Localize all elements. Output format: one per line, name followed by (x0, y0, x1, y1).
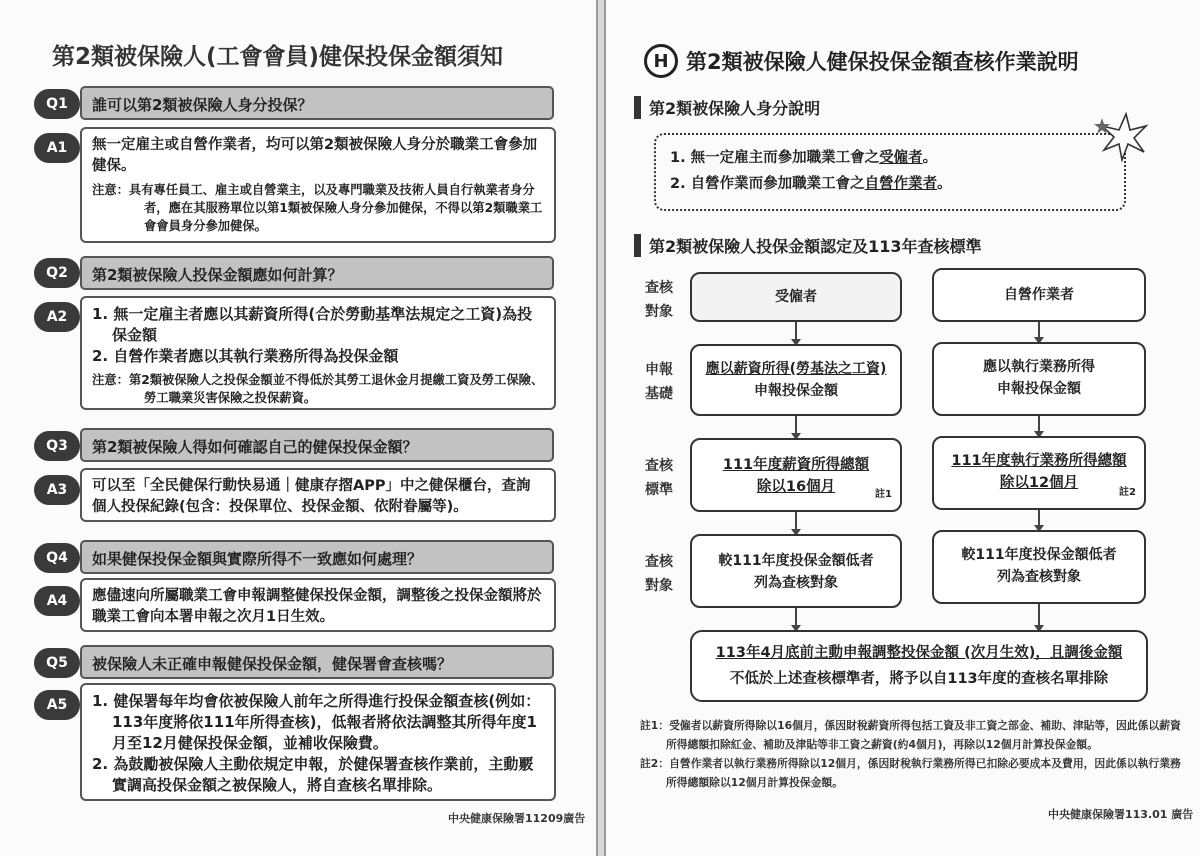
a5-badge: A5 (34, 690, 80, 720)
q1-badge: Q1 (34, 89, 80, 119)
a1-badge: A1 (34, 133, 80, 163)
section-identity-heading: 第2類被保險人身分說明 (634, 96, 820, 119)
a2-answer-2: 2. 自營作業者應以其執行業務所得為投保金額 (92, 347, 399, 365)
a1-answer: 無一定雇主或自營作業者，均可以第2類被保險人身分於職業工會參加健保。 (92, 137, 538, 174)
a1-answer-box (80, 127, 556, 243)
a4-answer-box (80, 578, 556, 632)
arrow-down-icon (795, 322, 797, 344)
note-2-marker: 註2 (1119, 487, 1136, 498)
q4-badge: Q4 (34, 543, 80, 573)
arrow-down-icon (795, 512, 797, 534)
identity-box (654, 133, 1126, 211)
right-footer: 中央健康保險署113.01 廣告 (1048, 808, 1194, 821)
a2-answer-1: 1. 無一定雇主者應以其薪資所得(合於勞動基準法規定之工資)為投保金額 (92, 305, 533, 344)
identity-item-1: 1. 無一定雇主而參加職業工會之受僱者。 (670, 150, 938, 166)
a3-answer-box (80, 468, 556, 522)
q3-question: 第2類被保險人得如何確認自己的健保投保金額？ (80, 428, 554, 462)
a2-answer-box (80, 296, 556, 410)
employee-target-box: 受僱者 (690, 272, 902, 322)
a3-badge: A3 (34, 475, 80, 505)
row-label-audit-target-2: 查核 對象 (645, 554, 673, 594)
arrow-down-icon (795, 608, 797, 630)
self-employed-audit-box: 較111年度投保金額低者 列為查核對象 (932, 530, 1146, 604)
footnote-2: 註2：自營作業者以執行業務所得除以12個月，係因財稅執行業務所得已扣除必要成本及費用，因此係以執行業務所得總額除以12個月計算投保金額。 (640, 757, 1181, 789)
employee-audit-box: 較111年度投保金額低者 列為查核對象 (690, 534, 902, 608)
a5-answer-2: 2. 為鼓勵被保險人主動依規定申報，於健保署查核作業前，主動覈實調高投保金額之被保險人，將自查核名單排除。 (92, 755, 534, 794)
nhi-logo-icon: H (644, 44, 678, 78)
self-employed-target-box: 自營作業者 (932, 268, 1146, 322)
arrow-down-icon (1038, 416, 1040, 436)
q3-badge: Q3 (34, 431, 80, 461)
note-1-marker: 註1 (875, 489, 892, 500)
row-label-basis: 申報 基礎 (645, 362, 673, 402)
arrow-down-icon (1038, 510, 1040, 530)
right-page-title: 第2類被保險人健保投保金額查核作業說明 (686, 50, 1079, 74)
a3-answer: 可以至「全民健保行動快易通｜健康存摺APP」中之健保櫃台，查詢個人投保紀錄(包含：投保單位、投保金額、依附眷屬等)。 (92, 478, 531, 515)
a5-answer-1: 1. 健保署每年均會依被保險人前年之所得進行投保金額查核(例如：113年度將依111年所得查核)，低報者將依法調整其所得年度1月至12月健保投保金額，並補收保險費。 (92, 692, 541, 752)
employee-basis-box: 應以薪資所得(勞基法之工資) 申報投保金額 (690, 344, 902, 416)
section-standard-heading: 第2類被保險人投保金額認定及113年查核標準 (634, 234, 982, 257)
q5-question: 被保險人未正確申報健保投保金額，健保署會查核嗎？ (80, 645, 554, 679)
self-employed-standard-box: 111年度執行業務所得總額 除以12個月 註2 (932, 436, 1146, 510)
a4-answer: 應儘速向所屬職業工會申報調整健保投保金額，調整後之投保金額將於職業工會向本署申報之次月1日生效。 (92, 588, 542, 625)
a2-note: 注意：第2類被保險人之投保金額並不得低於其勞工退休金月提繳工資及勞工保險、勞工職業災害保險之投保薪資。 (92, 373, 544, 405)
row-label-standard: 查核 標準 (645, 458, 673, 498)
q5-badge: Q5 (34, 648, 80, 678)
q1-question: 誰可以第2類被保險人身分投保？ (80, 86, 554, 120)
a5-answer-box (80, 683, 556, 801)
identity-item-2: 2. 自營作業而參加職業工會之自營作業者。 (670, 176, 952, 192)
footnotes (640, 716, 1184, 792)
arrow-down-icon (1038, 322, 1040, 342)
q2-question: 第2類被保險人投保金額應如何計算？ (80, 256, 554, 290)
q2-badge: Q2 (34, 258, 80, 288)
left-footer: 中央健康保險署11209廣告 (448, 812, 586, 825)
a4-badge: A4 (34, 586, 80, 616)
footnote-1: 註1：受僱者以薪資所得除以16個月，係因財稅薪資所得包括工資及非工資之部金、補助、津貼等，因此係以薪資所得總額扣除紅金、補助及津貼等非工資之薪資(約4個月)，再除以12個月計算投保金額。 (640, 719, 1181, 751)
a1-note: 注意：具有專任員工、雇主或自營業主，以及專門職業及技術人員自行執業者身分者，應在其服務單位以第1類被保險人身分參加健保，不得以第2類職業工會會員身分參加健保。 (92, 183, 543, 233)
left-page (0, 0, 598, 856)
employee-standard-box: 111年度薪資所得總額 除以16個月 註1 (690, 438, 902, 512)
right-page (604, 0, 1200, 856)
q4-question: 如果健保投保金額與實際所得不一致應如何處理？ (80, 540, 554, 574)
exclusion-rule-box: 113年4月底前主動申報調整投保金額 (次月生效)，且調後金額 不低於上述查核標準者，將予以自113年度的查核名單排除 (690, 630, 1148, 702)
arrow-down-icon (1038, 604, 1040, 630)
left-page-title: 第2類被保險人(工會會員)健保投保金額須知 (52, 44, 504, 70)
a2-badge: A2 (34, 302, 80, 332)
sparkle-star-icon (1092, 112, 1148, 162)
row-label-audit-target: 查核 對象 (645, 280, 673, 320)
arrow-down-icon (795, 416, 797, 438)
self-employed-basis-box: 應以執行業務所得 申報投保金額 (932, 342, 1146, 416)
